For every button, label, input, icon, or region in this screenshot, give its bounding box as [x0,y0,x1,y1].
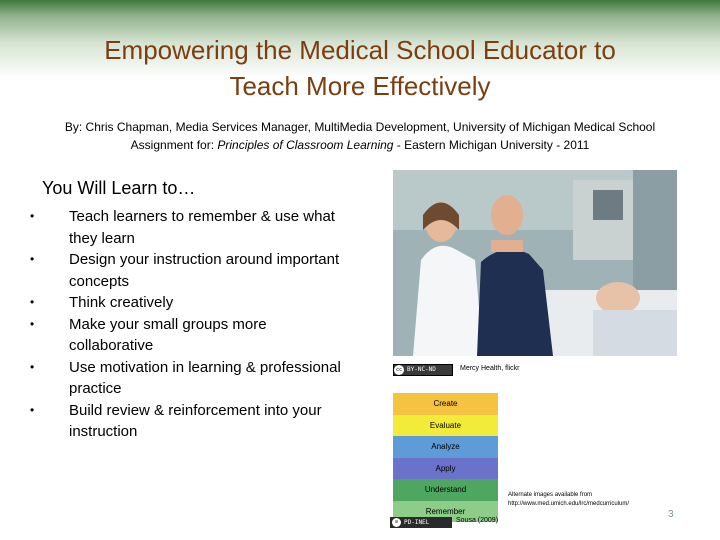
cc-license-badge [393,364,453,376]
tier-evaluate: Evaluate [393,415,498,437]
cc-license-text: BY-NC-ND [407,366,436,373]
assignment-line [8,136,712,154]
list-item [30,314,350,357]
byline [8,118,712,154]
bullet-icon: • [30,252,35,266]
bullet-text: Use motivation in learning & professional practice [69,358,341,397]
bullet-icon: • [30,359,35,374]
author-line: By: Chris Chapman, Media Services Manager, MultiMedia Development, University of Michigan Medical School [64,120,656,134]
pyramid-credit: Sousa (2009) [456,517,499,524]
hospital-photo [393,170,677,356]
bullet-text: Make your small groups more collaborative [69,315,267,354]
photo-credit: Mercy Health, flickr [460,365,520,372]
alternate-images-note [508,491,678,508]
title-line-1: Empowering the Medical School Educator to [104,35,616,65]
list-item [30,206,350,249]
bullet-list [30,206,350,443]
pd-license-badge [390,517,452,528]
learn-heading: You Will Learn to… [42,178,196,198]
bullet-icon: • [30,402,35,417]
bullet-icon: • [30,316,35,331]
bullet-icon: • [30,209,35,223]
tier-remember: Remember [393,501,498,523]
bullet-text: Design your instruction around important concepts [69,251,340,290]
cc-icon: cc [395,367,403,373]
tier-understand: Understand [393,479,498,501]
assignment-course: Principles of Classroom Learning [217,138,394,152]
pd-icon: ⊘ [392,518,401,527]
list-item [30,249,350,292]
list-item [30,292,350,314]
title-line-2: Teach More Effectively [229,71,491,101]
page-number: 3 [668,509,674,520]
list-item [30,400,350,443]
bullet-text: Teach learners to remember & use what they learn [69,208,335,247]
bullet-icon: • [30,295,35,309]
alt-note-line-1: Alternate images available from [508,492,593,498]
tier-create: Create [393,393,498,415]
assignment-suffix: - Eastern Michigan University - 2011 [393,138,590,152]
assignment-prefix: Assignment for: [130,138,218,152]
alt-note-url[interactable]: http://www.med.umich.edu/lrc/medcurriculum/ [508,500,630,507]
blooms-taxonomy-stack [393,393,498,522]
list-item [30,357,350,400]
tier-apply: Apply [393,458,498,480]
hospital-photo-illustration [393,170,677,356]
slide-title [20,32,700,104]
pd-license-text: PD-INEL [404,519,430,526]
tier-analyze: Analyze [393,436,498,458]
bullet-text: Build review & reinforcement into your instruction [69,401,322,440]
bullet-text: Think creatively [69,294,174,311]
